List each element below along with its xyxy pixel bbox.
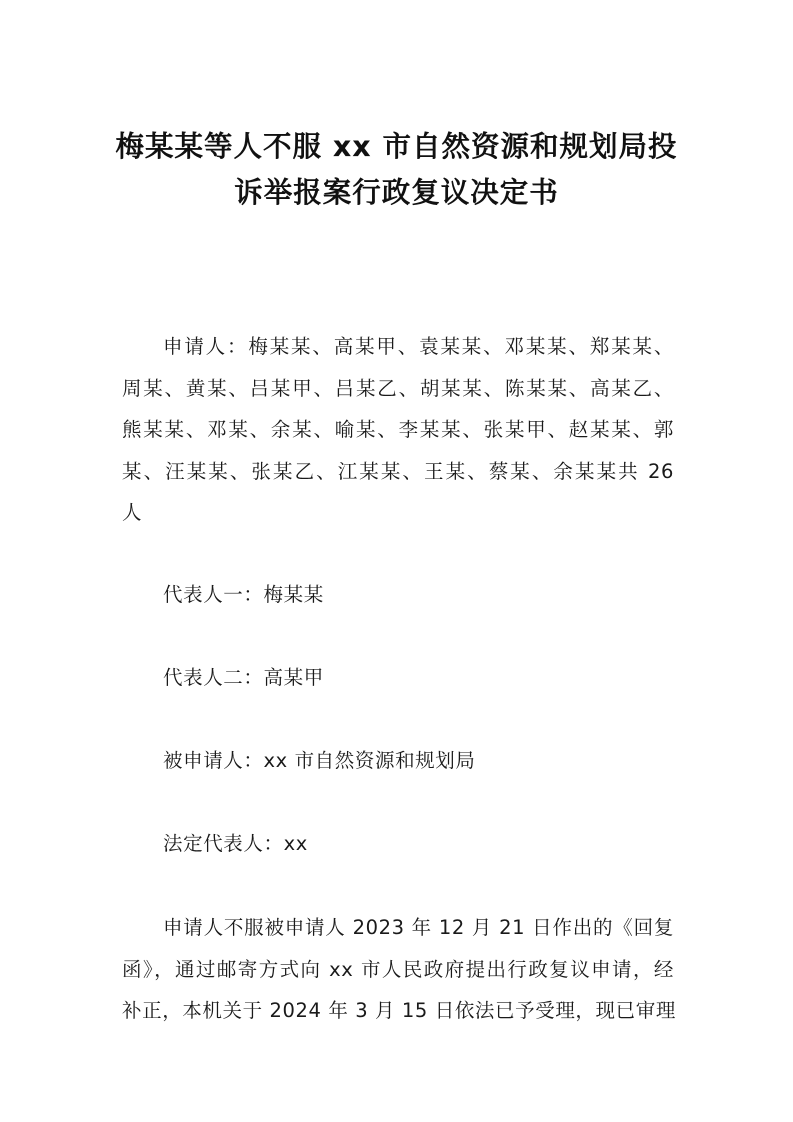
applicants-line-2: 周某、黄某、吕某甲、吕某乙、胡某某、陈某某、高某乙、	[122, 376, 674, 400]
respondent: 被申请人：xx 市自然资源和规划局	[163, 749, 476, 772]
body-line-1: 申请人不服被申请人 2023 年 12 月 21 日作出的《回复	[163, 916, 674, 939]
body-paragraph	[122, 907, 674, 1032]
legal-representative: 法定代表人：xx	[163, 832, 308, 855]
body-line-3: 补正，本机关于 2024 年 3 月 15 日依法已予受理，现已审理	[122, 999, 676, 1022]
title-line-2: 诉举报案行政复议决定书	[234, 176, 559, 209]
applicants-line-3: 熊某某、邓某、余某、喻某、李某某、张某甲、赵某某、郭	[122, 418, 674, 441]
document-title	[100, 124, 693, 216]
body-line-2: 函》，通过邮寄方式向 xx 市人民政府提出行政复议申请，经	[122, 957, 674, 981]
applicants-paragraph	[122, 326, 674, 534]
applicants-line-1: 申请人：梅某某、高某甲、袁某某、邓某某、郑某某、	[163, 335, 674, 358]
applicants-line-5: 人	[122, 501, 143, 524]
representative-1: 代表人一：梅某某	[163, 583, 324, 606]
representative-2: 代表人二：高某甲	[163, 666, 324, 689]
title-line-1: 梅某某等人不服 xx 市自然资源和规划局投	[115, 130, 678, 163]
applicants-line-4: 某、汪某某、张某乙、江某某、王某、蔡某、余某某共 26	[122, 459, 674, 483]
